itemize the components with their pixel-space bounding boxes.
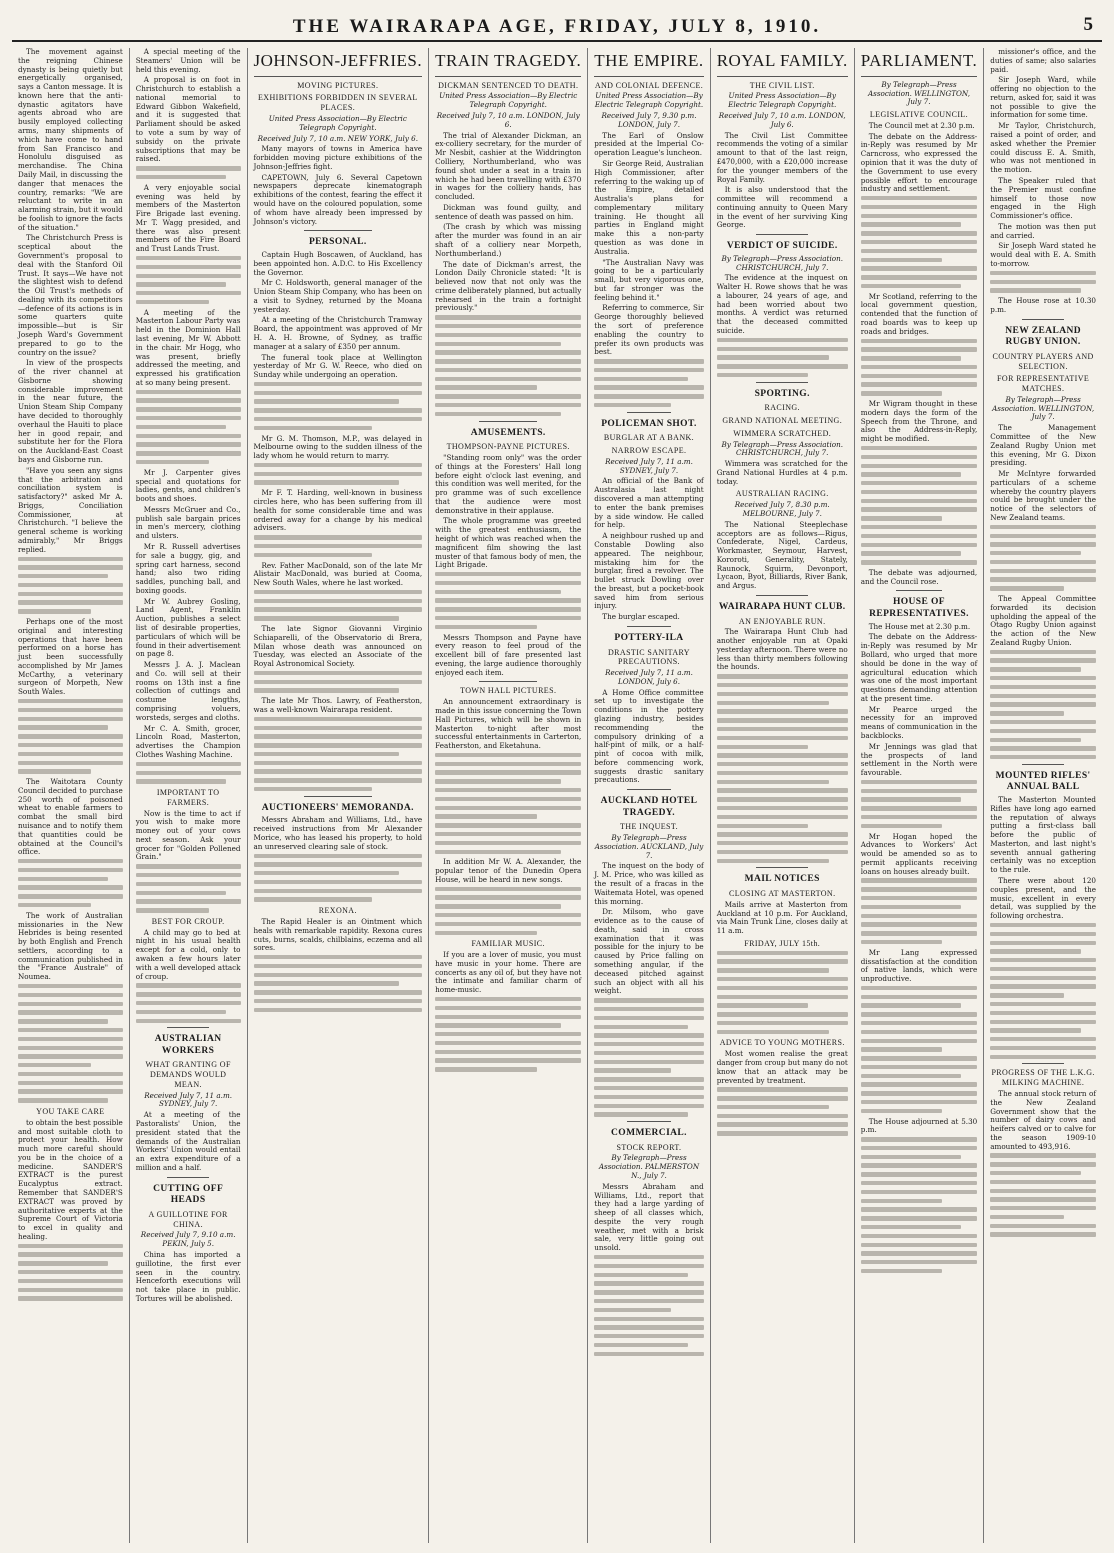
illegible-text bbox=[861, 1137, 977, 1273]
dateline: Received July 7, 11 a.m. SYDNEY, July 7. bbox=[605, 456, 693, 475]
article-paragraph: The date of Dickman's arrest, the London Daily Chronicle stated: "It is believed now that not only was the crime deliberately planned, but actually rehearsed in the train a fortnight previously." bbox=[435, 259, 582, 313]
section-heading: POTTERY-ILA bbox=[614, 632, 684, 643]
ad-text: The Rapid Healer is an Ointment which heals with remarkable rapidity. Rexona cures cuts, burns, scalds, chilblains, eczema and all sores. bbox=[253, 916, 423, 953]
section-subheading: EXHIBITIONS FORBIDDEN IN SEVERAL PLACES. bbox=[257, 93, 418, 113]
article-paragraph: The Council met at 2.30 p.m. bbox=[868, 120, 975, 130]
dateline: Received July 7, 11 a.m. LONDON, July 6. bbox=[605, 668, 693, 686]
byline: By Telegraph—Press Association. WELLINGTON, July 7. bbox=[867, 79, 971, 107]
article-paragraph: The motion was then put and carried. bbox=[990, 221, 1096, 240]
article-paragraph: The Waitotara County Council decided to purchase 250 worth of poisoned wheat to enable farmers to combat the small bird nuisance and to notify them that quantities could be obtained at the Council's office. bbox=[18, 777, 123, 857]
article-paragraph: Messrs J. A. J. Maclean and Co. will sell at their rooms on 13th inst a fine collection of cuttings and costume lengths, comprising voluers, worsteds, serges and cloths. bbox=[135, 660, 241, 722]
article-paragraph: At a meeting of the Christchurch Tramway Board, the appointment was approved of Mr H. A. H. Browne, of Sydney, as traffic manager at a salary of £350 per annum. bbox=[253, 315, 423, 351]
illegible-text bbox=[717, 1087, 848, 1135]
section-heading: JOHNSON-JEFFRIES. bbox=[254, 51, 423, 77]
article-paragraph: The debate on the Address-in-Reply was resumed by Mr Carncross, who expressed the opinion that it was the duty of the Government to use every possible effort to encourage industry and settlement. bbox=[860, 131, 978, 194]
illegible-text bbox=[990, 650, 1096, 760]
illegible-text bbox=[594, 998, 703, 1117]
article-paragraph: The Appeal Committee forwarded its decision upholding the appeal of the Otago Rugby Union against the action of the New Zealand Rugby Union. bbox=[990, 594, 1096, 647]
section-subheading: FOR REPRESENTATIVE MATCHES. bbox=[997, 374, 1090, 394]
illegible-text bbox=[136, 864, 241, 912]
illegible-text bbox=[18, 859, 123, 907]
ad-heading: PROGRESS OF THE L.K.G. MILKING MACHINE. bbox=[991, 1068, 1095, 1088]
section-heading: ROYAL FAMILY. bbox=[717, 51, 848, 77]
section-heading: HOUSE OF REPRESENTATIVES. bbox=[869, 597, 969, 620]
section-subheading: MOVING PICTURES. bbox=[297, 80, 379, 90]
dateline: By Telegraph—Press Association. AUCKLAND, July 7. bbox=[594, 833, 704, 860]
article-paragraph: China has imported a guillotine, the first ever seen in the country. Henceforth executions will not take place in public. Tortures will be abolished. bbox=[135, 1249, 241, 1303]
column-3 bbox=[248, 48, 430, 1543]
illegible-text bbox=[861, 878, 977, 944]
column-6 bbox=[711, 48, 855, 1543]
illegible-text bbox=[435, 887, 581, 935]
article-paragraph: Mr W. Aubrey Gosling, Land Agent, Franklin Auction, publishes a select list of desirable properties, particulars of which will be found in their advertisement on page 8. bbox=[135, 596, 241, 659]
illegible-text bbox=[254, 535, 423, 557]
illegible-text bbox=[717, 338, 848, 378]
article-paragraph: A meeting of the Masterton Labour Party was held in the Dominion Hall last evening, Mr W. Abbott in the chair. Mr Hogg, who was present, briefly addressed the meeting, and expressed his gratification at so many being present. bbox=[135, 307, 241, 387]
article-paragraph: The whole programme was greeted with the greatest enthusiasm, the height of which was reached when the magnificent film showing the last muster of that famous body of men, the Light Brigade. bbox=[435, 516, 582, 570]
section-heading: NEW ZEALAND RUGBY UNION. bbox=[1005, 325, 1081, 348]
divider bbox=[756, 867, 808, 868]
article-paragraph: If you are a lover of music, you must have music in your home. There are concerts as any oil of, but they have not the intimate and familiar charm of home-music. bbox=[435, 950, 582, 995]
article-paragraph: missioner's office, and the duties of same; also salaries paid. bbox=[990, 47, 1096, 74]
section-subheading: THE INQUEST. bbox=[620, 822, 678, 832]
article-paragraph: Dr. Milsom, who gave evidence as to the cause of death, said in cross examination that it was possible for the injury to be caused by Price falling on something angular, if the deceased pitched against such an object with all his weight. bbox=[594, 907, 704, 996]
dateline: By Telegraph—Press Association. CHRISTCHURCH, July 7. bbox=[721, 253, 843, 272]
illegible-text bbox=[861, 446, 977, 565]
section-heading: THE EMPIRE. bbox=[594, 51, 703, 77]
column-8 bbox=[984, 48, 1102, 1543]
section-subheading: WIMMERA SCRATCHED. bbox=[733, 428, 832, 438]
illegible-text bbox=[594, 359, 703, 407]
article-paragraph: The Masterton Mounted Rifles have long ago earned the reputation of always putting a first-class ball before the public of Masterton, and last night's seventh annual gathering certainly was no exception to the rule. bbox=[990, 795, 1096, 875]
article-paragraph: There were about 120 couples present, and the music, excellent in every detail, was supplied by the following orchestra. bbox=[990, 876, 1096, 921]
article-paragraph: The funeral took place at Wellington yesterday of Mr G. W. Reece, who died on Sunday while undergoing an operation. bbox=[253, 352, 423, 380]
illegible-text bbox=[254, 854, 423, 902]
dateline: By Telegraph—Press Association. PALMERSTON N., July 7. bbox=[598, 1153, 700, 1180]
section-heading: MOUNTED RIFLES' ANNUAL BALL bbox=[995, 770, 1091, 793]
illegible-text bbox=[861, 339, 977, 396]
article-paragraph: Mails arrive at Masterton from Auckland at 10 p.m. For Auckland, via Main Trunk Line, closes daily at 11 a.m. bbox=[716, 899, 848, 936]
section-subheading: TOWN HALL PICTURES. bbox=[460, 686, 557, 696]
divider bbox=[1022, 1063, 1064, 1064]
article-paragraph: Rev. Father MacDonald, son of the late Mr Alistair MacDonald, was buried at Cooma, New South Wales, where he last worked. bbox=[253, 560, 423, 588]
illegible-text bbox=[861, 780, 977, 828]
article-paragraph: A neighbour rushed up and Constable Dowling also appeared. The neighbour, mistaking him for the burglar, fired a revolver. The bullet struck Dowling over the breast, but a pocket-book saved him from serious injury. bbox=[594, 531, 704, 611]
ad-text: The annual stock return of the New Zealand Government show that the number of dairy cows and heifers calved or to calve for the season 1909-10 amounted to 493,916. bbox=[990, 1088, 1096, 1151]
illegible-text bbox=[435, 753, 581, 854]
illegible-text bbox=[18, 557, 123, 614]
section-subheading: AN ENJOYABLE RUN. bbox=[738, 616, 826, 626]
article-paragraph: A Home Office committee set up to investigate the conditions in the pottery glazing industry, besides recommending the compulsory drinking of a half-pint of milk, or a half-pint of cocoa with milk, before commencing work, suggests drastic sanitary precautions. bbox=[594, 687, 704, 785]
article-paragraph: The trial of Alexander Dickman, an ex-colliery secretary, for the murder of Mr Nesbit, cashier at the Widdrington Colliery, Northumberland, who was found shot under a seat in a train in which he had been travelling with £370 in wages for the colliery hands, has concluded. bbox=[435, 130, 582, 202]
section-heading: WAIRARAPA HUNT CLUB. bbox=[718, 602, 846, 613]
section-heading: AUCKLAND HOTEL TRAGEDY. bbox=[600, 796, 698, 818]
byline: United Press Association—By Electric Telegraph Copyright. bbox=[728, 91, 837, 110]
illegible-text bbox=[18, 699, 123, 774]
divider bbox=[479, 681, 537, 682]
section-subheading: WHAT GRANTING OF DEMANDS WOULD MEAN. bbox=[145, 1060, 231, 1089]
article-paragraph: The debate was adjourned, and the Council rose. bbox=[860, 567, 978, 586]
illegible-text bbox=[254, 717, 423, 792]
divider bbox=[167, 1177, 209, 1178]
dateline: Received July 7, 11 a.m. SYDNEY, July 7. bbox=[144, 1090, 233, 1109]
section-subheading: RACING. bbox=[764, 403, 800, 413]
article-paragraph: Messrs Thompson and Payne have every reason to feel proud of the excellent bill of fare presented last evening, the large audience thoroughly enjoyed each item. bbox=[435, 632, 582, 677]
article-paragraph: Messrs Abraham and Williams, Ltd., have received instructions from Mr Alexander Morice, who has leased his property, to hold an unreserved clearing sale of stock. bbox=[253, 815, 423, 851]
illegible-text bbox=[136, 166, 241, 179]
section-subheading: FRIDAY, JULY 15th. bbox=[744, 938, 821, 948]
illegible-text bbox=[136, 762, 241, 784]
article-paragraph: "Have you seen any signs that the arbitration and conciliation system is satisfactory?" asked Mr A. Briggs, Conciliation Commissioner, at Christchurch. "I believe the general scheme is working admirably," Mr Briggs replied. bbox=[18, 465, 123, 554]
article-paragraph: The House met at 2.30 p.m. bbox=[868, 621, 971, 631]
article-paragraph: At a meeting of the Pastoralists' Union, the president stated that the demands of the Australian Workers' Union would entail an extra expenditure of a million and a half. bbox=[135, 1110, 241, 1172]
article-paragraph: Mr R. Russell advertises for sale a buggy, gig, and spring cart harness, second hand; also two riding saddles, punching ball, and boxing goods. bbox=[135, 541, 241, 595]
dateline: By Telegraph—Press Association. WELLINGTON, July 7. bbox=[992, 394, 1095, 422]
divider bbox=[304, 796, 371, 797]
section-subheading: COUNTRY PLAYERS AND SELECTION. bbox=[992, 351, 1094, 371]
column-2 bbox=[130, 48, 248, 1543]
article-paragraph: Mr C. Holdsworth, general manager of the Union Steam Ship Company, who has been on a visit to Sydney, returned by the Moana yesterday. bbox=[253, 278, 423, 314]
article-paragraph: The National Steeplechase acceptors are as follows—Rigus, Confederate, Nigel, Cardeus, Workmaster, Seymour, Harvest, Kororoti, Generality, Stately, Raunock, Squirm, Devonport, Lycaon, Byot, Billiards, River Bank, and Argus. bbox=[716, 519, 848, 591]
section-heading: COMMERCIAL. bbox=[611, 1128, 687, 1139]
illegible-text bbox=[136, 390, 241, 465]
article-paragraph: The work of Australian missionaries in the New Hebrides is being resented by both English and French settlers, according to a communication published in the "France Australe" of Noumea. bbox=[18, 910, 123, 982]
article-paragraph: The Christchurch Press is sceptical about the Government's proposal to deal with the Stanford Oil Trust. It says—We have not the slightest wish to defend the Oil Trust's methods of dealing with its competitors—defence of its actions is in some quarters quite impossible—but is Sir Joseph Ward's Government prepared to go to the country on the issue? bbox=[18, 233, 123, 357]
illegible-text bbox=[254, 671, 423, 693]
section-heading: PERSONAL. bbox=[308, 237, 367, 248]
article-paragraph: Mr G. M. Thomson, M.P., was delayed in Melbourne owing to the sudden illness of the lady whom he would return to marry. bbox=[253, 433, 423, 461]
illegible-text bbox=[254, 463, 423, 485]
divider bbox=[479, 421, 537, 422]
notice-heading: IMPORTANT TO FARMERS. bbox=[156, 788, 220, 807]
illegible-text bbox=[18, 1244, 123, 1301]
article-paragraph: Mr C. A. Smith, grocer, Lincoln Road, Masterton, advertises the Champion Clothes Washing Machine. bbox=[135, 723, 241, 759]
section-heading: AUSTRALIAN WORKERS bbox=[154, 1034, 222, 1056]
article-paragraph: A special meeting of the Steamers' Union will be held this evening. bbox=[135, 47, 241, 74]
article-paragraph: Perhaps one of the most original and interesting operations that have been performed on a horse has just been successfully accomplished by Mr James McCarthy, a veterinary surgeon of Morpeth, New South Wales. bbox=[18, 617, 123, 697]
article-paragraph: The burglar escaped. bbox=[602, 612, 680, 622]
illegible-text bbox=[435, 572, 581, 629]
article-paragraph: The Management Committee of the New Zealand Rugby Union met this evening, Mr G. Dixon presiding. bbox=[990, 423, 1096, 468]
ad-heading: YOU TAKE CARE bbox=[36, 1106, 105, 1116]
ad-text: Most women realise the great danger from croup but many do not know that an attack may be prevented by treatment. bbox=[716, 1049, 848, 1085]
article-paragraph: In view of the prospects of the river channel at Gisborne showing considerable improvement in the near future, the Union Steam Ship Company have decided to thoroughly overhaul the Hauiti to place her in good repair, and substitute her for the Flora on the Auckland-East Coast bays and Gisborne run. bbox=[18, 358, 123, 464]
illegible-text bbox=[254, 590, 423, 621]
article-paragraph: The evidence at the inquest on Walter H. Rowe shows that he was a labourer, 24 years of age, and had been worried about two months. A verdict was returned that the deceased committed suicide. bbox=[716, 273, 848, 336]
article-paragraph: "The Australian Navy was going to be a particularly small, but very vigorous one, but far stronger was the feeling behind it." bbox=[594, 257, 704, 302]
section-subheading: LEGISLATIVE COUNCIL. bbox=[869, 110, 969, 120]
article-paragraph: Mr Scotland, referring to the local government question, contended that the function of road boards was to keep up roads and bridges. bbox=[860, 291, 978, 336]
section-heading: PARLIAMENT. bbox=[861, 51, 977, 77]
section-heading: MAIL NOTICES bbox=[744, 874, 820, 885]
article-paragraph: Mr Jennings was glad that the prospects of land settlement in the North were favourable. bbox=[860, 741, 978, 778]
section-subheading: NARROW ESCAPE. bbox=[611, 446, 687, 456]
article-paragraph: Messrs Abraham and Williams, Ltd., report that they had a large yarding of sheep of all classes which, despite the very rough weather, met with a brisk sale, very little going out unsold. bbox=[594, 1181, 704, 1253]
article-paragraph: The late Signor Giovanni Virginio Schiaparelli, of the Observatorio di Brera, Milan whose death was announced on Tuesday, was elected an Associate of the Royal Astronomical Society. bbox=[253, 623, 423, 669]
section-heading: SPORTING. bbox=[754, 388, 810, 399]
divider bbox=[304, 230, 371, 231]
section-subheading: DICKMAN SENTENCED TO DEATH. bbox=[438, 80, 579, 90]
section-subheading: CLOSING AT MASTERTON. bbox=[728, 889, 836, 899]
article-paragraph: The Civil List Committee recommends the voting of a similar amount to that of the last reign, £470,000, with a £20,000 increase for the younger members of the Royal Family. bbox=[716, 130, 848, 184]
article-paragraph: "Standing room only" was the order of things at the Foresters' Hall long before eight o'clock last evening, and this condition was well merited, for the pro gramme was of such excellence that the audience were most demonstrative in their applause. bbox=[435, 452, 582, 515]
illegible-text bbox=[717, 674, 848, 863]
divider bbox=[627, 1121, 671, 1122]
illegible-text bbox=[717, 951, 848, 1034]
notice-text: Now is the time to act if you wish to make more money out of your cows next season. Ask your grocer for "Golden Pollened Grain." bbox=[135, 808, 241, 862]
ad-heading: ADVICE TO YOUNG MOTHERS. bbox=[719, 1038, 845, 1048]
article-paragraph: Mr Hogan hoped the Advances to Workers' Act would be amended so as to permit applicants receiving loans on houses already built. bbox=[860, 831, 978, 876]
divider bbox=[627, 412, 671, 413]
divider bbox=[627, 626, 671, 627]
section-heading: TRAIN TRAGEDY. bbox=[435, 51, 581, 77]
illegible-text bbox=[990, 923, 1096, 1059]
section-subheading: FAMILIAR MUSIC. bbox=[471, 939, 545, 949]
croup-heading: BEST FOR CROUP. bbox=[151, 916, 225, 926]
dateline: By Telegraph—Press Association. CHRISTCHURCH, July 7. bbox=[721, 439, 843, 458]
byline: United Press Association—By Electric Telegraph Copyright. bbox=[439, 91, 578, 110]
dateline: Received July 7, 10 a.m. NEW YORK, July 6. bbox=[257, 133, 418, 143]
article-paragraph: Mr Wigram thought in these modern days the form of the Speech from the Throne, and also the Address-in-Reply, might be modified. bbox=[860, 399, 978, 444]
dateline: Received July 7, 9.30 p.m. LONDON, July 7. bbox=[601, 111, 697, 129]
divider bbox=[1022, 319, 1064, 320]
illegible-text bbox=[136, 983, 241, 1023]
article-paragraph: Mr Lang expressed dissatisfaction at the condition of native lands, which were unproductive. bbox=[860, 947, 978, 984]
dateline: Received July 7, 10 a.m. LONDON, July 6. bbox=[718, 111, 846, 129]
article-paragraph: A proposal is on foot in Christchurch to establish a national memorial to Edward Gibbon Wakefield, and it is suggested that Parliament should be asked to vote a sum by way of subsidy on the private subscriptions that may be raised. bbox=[135, 75, 241, 164]
section-heading: CUTTING OFF HEADS bbox=[153, 1183, 224, 1206]
illegible-text bbox=[254, 382, 423, 430]
section-heading: AUCTIONEERS' MEMORANDA. bbox=[261, 802, 414, 813]
article-paragraph: The Speaker ruled that the Premier must confine himself to those now engaged in the High Commissioner's office. bbox=[990, 175, 1096, 221]
column-5 bbox=[588, 48, 710, 1543]
article-paragraph: It is also understood that the committee will recommend a continuing annuity to Queen Mary in the event of her surviving King George. bbox=[716, 185, 848, 230]
illegible-text bbox=[254, 955, 423, 1012]
page-number: 5 bbox=[1083, 14, 1096, 35]
dateline: Received July 7, 9.10 a.m. PEKIN, July 5. bbox=[140, 1230, 236, 1249]
article-paragraph: Sir Joseph Ward, while offering no objection to the return, asked for, said it was not possible to give the information for some time. bbox=[990, 75, 1096, 120]
article-paragraph: An official of the Bank of Australasia last night discovered a man attempting to enter the bank premises by a side window. He called for help. bbox=[594, 476, 704, 530]
article-paragraph: Mr F. T. Harding, well-known in business circles here, who has been suffering from ill health for some considerable time and was ordered away for a change by his medical advisers. bbox=[253, 488, 423, 533]
article-paragraph: The Wairarapa Hunt Club had another enjoyable run at Opaki yesterday afternoon. There were no less than thirty members following the hounds. bbox=[716, 627, 848, 672]
dateline: Received July 7, 8.30 p.m. MELBOURNE, July 7. bbox=[734, 500, 830, 518]
article-paragraph: Many mayors of towns in America have forbidden moving picture exhibitions of the Johnson-Jeffries fight. bbox=[253, 144, 423, 171]
article-paragraph: Referring to commerce, Sir George thoroughly believed the sort of preference enabling the country to prefer its own products was best. bbox=[594, 303, 704, 357]
illegible-text bbox=[990, 271, 1096, 293]
article-paragraph: The House rose at 10.30 p.m. bbox=[990, 296, 1096, 314]
article-paragraph: The late Mr Thos. Lawry, of Featherston, was a well-known Wairarapa resident. bbox=[253, 696, 423, 714]
column-1 bbox=[12, 48, 130, 1543]
article-paragraph: The Earl of Onslow presided at the Imperial Co-operation League's luncheon. bbox=[594, 130, 704, 158]
illegible-text bbox=[594, 1255, 703, 1356]
illegible-text bbox=[861, 196, 977, 288]
section-subheading: GRAND NATIONAL MEETING. bbox=[722, 416, 843, 426]
newspaper-columns bbox=[12, 48, 1102, 1543]
illegible-text bbox=[990, 525, 1096, 591]
section-subheading: STOCK REPORT. bbox=[616, 1142, 682, 1152]
article-paragraph: Captain Hugh Boscawen, of Auckland, has been appointed hon. A.D.C. to His Excellency the Governor. bbox=[253, 249, 423, 277]
illegible-text bbox=[435, 315, 581, 416]
masthead bbox=[12, 14, 1102, 42]
article-paragraph: Sir Joseph Ward stated he would deal with E. A. Smith to-morrow. bbox=[990, 241, 1096, 268]
divider bbox=[167, 1027, 209, 1028]
byline: United Press Association—By Electric Telegraph Copyright. bbox=[594, 91, 704, 110]
masthead-title: THE WAIRARAPA AGE, FRIDAY, JULY 8, 1910. bbox=[292, 16, 822, 37]
divider bbox=[756, 382, 808, 383]
article-paragraph: Wimmera was scratched for the Grand National Hurdles at 4 p.m. today. bbox=[716, 459, 848, 486]
article-paragraph: In addition Mr W. A. Alexander, the popular tenor of the Dunedin Opera House, will be heard in new songs. bbox=[435, 857, 582, 884]
illegible-text bbox=[861, 986, 977, 1113]
article-paragraph: The inquest on the body of J. M. Price, who was killed as the result of a fracas in the Waitemata Hotel, was opened this morning. bbox=[594, 861, 704, 906]
article-paragraph: Dickman was found guilty, and sentence of death was passed on him. bbox=[435, 202, 582, 221]
article-paragraph: The House adjourned at 5.30 p.m. bbox=[860, 1116, 978, 1135]
section-subheading: A GUILLOTINE FOR CHINA. bbox=[148, 1209, 228, 1229]
article-paragraph: Mr Pearce urged the necessity for an improved means of communication in the backblocks. bbox=[860, 704, 978, 740]
article-paragraph: Mr McIntyre forwarded particulars of a scheme whereby the country players could be brought under the notice of the selectors of New Zealand teams. bbox=[990, 469, 1096, 522]
section-heading: AMUSEMENTS. bbox=[470, 427, 546, 438]
section-heading: POLICEMAN SHOT. bbox=[601, 418, 697, 429]
section-subheading: BURGLAR AT A BANK. bbox=[603, 433, 695, 443]
article-paragraph: CAPETOWN, July 6. Several Capetown newspapers deprecate kinematograph exhibitions of the contest, fearing the effect it would have on the coloured population, some of whom have already been impressed by Johnson's victory. bbox=[253, 172, 423, 226]
section-subheading: AUSTRALIAN RACING. bbox=[735, 489, 829, 499]
column-7 bbox=[855, 48, 984, 1543]
article-paragraph: Mr Taylor, Christchurch, raised a point of order, and asked whether the Premier could discuss E. A. Smith, who was not mentioned in the motion. bbox=[990, 121, 1096, 175]
ad-text: to obtain the best possible and most suitable cloth to protect your health. How much more careful should you be in the choice of a medicine. SANDER'S EXTRACT is the purest Eucalyptus extract. Remember that SANDER'S EXTRACT was proved by authoritative experts at the Supreme Court of Victoria to excel in quality and healing. bbox=[18, 1117, 123, 1241]
column-4 bbox=[429, 48, 588, 1543]
illegible-text bbox=[990, 1153, 1096, 1236]
divider bbox=[896, 590, 943, 591]
illegible-text bbox=[435, 997, 581, 1072]
article-paragraph: The debate on the Address-in-Reply was resumed by Mr Bollard, who urged that more should be done in the way of agricultural education which was one of the most important questions demanding attention at the present time. bbox=[860, 632, 978, 703]
divider bbox=[627, 789, 671, 790]
illegible-text bbox=[18, 984, 123, 1103]
dateline: Received July 7, 10 a.m. LONDON, July 6. bbox=[436, 111, 580, 129]
divider bbox=[1022, 764, 1064, 765]
article-paragraph: Mr J. Carpenter gives special and quotations for ladies, gents, and children's boots and shoes. bbox=[135, 467, 241, 504]
article-paragraph: (The crash by which was missing after the murder was found in an air shaft of a colliery near Morpeth, Northumberland.) bbox=[435, 222, 582, 258]
byline: United Press Association—By Electric Telegraph Copyright. bbox=[268, 113, 407, 132]
divider bbox=[756, 234, 808, 235]
illegible-text bbox=[136, 256, 241, 304]
section-subheading: THE CIVIL LIST. bbox=[749, 80, 815, 90]
section-subheading: DRASTIC SANITARY PRECAUTIONS. bbox=[607, 647, 690, 667]
ad-heading: REXONA. bbox=[318, 906, 357, 916]
article-paragraph: A very enjoyable social evening was held by members of the Masterton Fire Brigade last evening. Mr T. Wagg presided, and there was also present members of the Fire Board and Trust Lands Trust. bbox=[135, 182, 241, 254]
section-subheading: THOMPSON-PAYNE PICTURES. bbox=[446, 442, 570, 452]
croup-text: A child may go to bed at night in his usual health except for a cold, only to awaken a few hours later with a well developed attack of croup. bbox=[135, 927, 241, 981]
article-paragraph: Messrs McGruer and Co., publish sale bargain prices in men's mercery, clothing and ulsters. bbox=[135, 504, 241, 541]
article-paragraph: The movement against the reigning Chinese dynasty is being quietly but energetically organised, says a Canton message. It is known here that the anti-dynastic agitators have agents abroad who are busily employed collecting arms, many shipments of which have come to hand from San Francisco and Honolulu disguised as merchandise. The China Daily Mail, in discussing the danger that menaces the country, remarks: "We are reluctant to write in an alarming strain, but it would be foolish to ignore the facts of the situation." bbox=[18, 47, 123, 232]
section-subheading: AND COLONIAL DEFENCE. bbox=[594, 80, 704, 90]
article-paragraph: Sir George Reid, Australian High Commissioner, after referring to the waking up of the Empire, detailed Australia's plans for complementary military training. He thought all parties in England might make this a non-party question as was done in Australia. bbox=[594, 158, 704, 256]
article-paragraph: An announcement extraordinary is made in this issue concerning the Town Hall Pictures, which will be shown in Masterton to-night after most successful entertainments in Carterton, Featherston, and Eketahuna. bbox=[435, 697, 582, 751]
section-heading: VERDICT OF SUICIDE. bbox=[726, 241, 838, 252]
divider bbox=[756, 595, 808, 596]
